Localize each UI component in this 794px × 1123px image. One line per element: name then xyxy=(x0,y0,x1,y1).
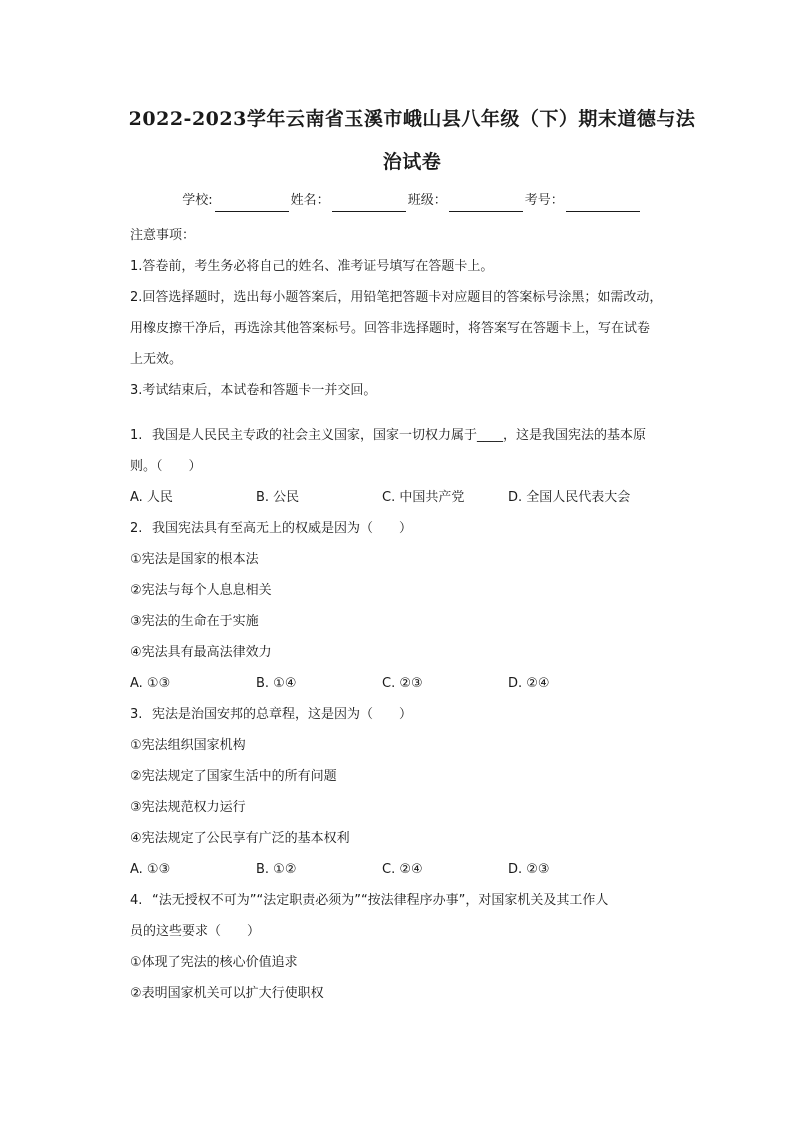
question-number: 2. xyxy=(130,521,143,536)
question-list xyxy=(130,420,694,1009)
name-blank-line xyxy=(332,196,406,212)
option-d[interactable]: D. 全国人民代表大会 xyxy=(508,490,631,505)
name-label: 姓名： xyxy=(290,193,330,208)
option-c[interactable]: C. 中国共产党 xyxy=(382,490,465,505)
statement-item: ③宪法的生命在于实施 xyxy=(130,614,259,629)
question-stem xyxy=(130,513,694,544)
statement-item: ①宪法是国家的根本法 xyxy=(130,552,259,567)
statement-item: ④宪法规定了公民享有广泛的基本权利 xyxy=(130,831,350,846)
class-blank-line xyxy=(449,196,523,212)
option-b[interactable]: B. 公民 xyxy=(256,490,300,505)
question-number: 3. xyxy=(130,707,143,722)
notice-item: 1.答卷前，考生务必将自己的姓名、准考证号填写在答题卡上。 xyxy=(130,259,494,274)
class-field xyxy=(408,190,525,212)
notice-item: 用橡皮擦干净后，再选涂其他答案标号。回答非选择题时，将答案写在答题卡上，写在试卷 xyxy=(130,321,651,336)
question-number: 4. xyxy=(130,893,143,908)
option-a[interactable]: A. ①③ xyxy=(130,862,171,877)
notice-item: 2.回答选择题时，选出每小题答案后，用铅笔把答题卡对应题目的答案标号涂黑；如需改动， xyxy=(130,290,663,305)
notice-heading: 注意事项： xyxy=(130,228,196,243)
question-text: 我国宪法具有至高无上的权威是因为（ ） xyxy=(152,521,413,536)
school-blank-line xyxy=(215,196,289,212)
notice-item: 上无效。 xyxy=(130,352,183,367)
question-stem-continued: 员的这些要求（ ） xyxy=(130,924,261,939)
option-b[interactable]: B. ①④ xyxy=(256,676,297,691)
statement-item: ④宪法具有最高法律效力 xyxy=(130,645,272,660)
name-field xyxy=(291,190,408,212)
statement-item: ①体现了宪法的核心价值追求 xyxy=(130,955,298,970)
option-b[interactable]: B. ①② xyxy=(256,862,297,877)
question-text: “法无授权不可为”“法定职责必须为”“按法律程序办事”，对国家机关及其工作人 xyxy=(152,893,609,908)
answer-options xyxy=(130,482,694,513)
statement-item: ③宪法规范权力运行 xyxy=(130,800,246,815)
question-stem-continued: 则。（ ） xyxy=(130,459,202,474)
statement-item: ②宪法规定了国家生活中的所有问题 xyxy=(130,769,337,784)
question-4 xyxy=(130,885,694,1009)
class-label: 班级： xyxy=(407,193,447,208)
option-a[interactable]: A. ①③ xyxy=(130,676,171,691)
question-text: 宪法是治国安邦的总章程，这是因为（ ） xyxy=(152,707,413,722)
notice-item: 3.考试结束后，本试卷和答题卡一并交回。 xyxy=(130,383,377,398)
option-d[interactable]: D. ②③ xyxy=(508,862,550,877)
notice-list xyxy=(130,251,694,406)
school-field xyxy=(182,190,290,212)
question-stem xyxy=(130,699,694,730)
statement-item: ②表明国家机关可以扩大行使职权 xyxy=(130,986,324,1001)
answer-options xyxy=(130,854,694,885)
option-c[interactable]: C. ②③ xyxy=(382,676,423,691)
exam-title-line-2: 治试卷 xyxy=(382,151,442,173)
question-stem xyxy=(130,420,694,451)
question-1 xyxy=(130,420,694,513)
exam-no-label: 考号： xyxy=(524,193,564,208)
statement-item: ②宪法与每个人息息相关 xyxy=(130,583,272,598)
exam-no-field xyxy=(525,190,642,212)
student-info-row xyxy=(130,190,694,212)
question-number: 1. xyxy=(130,428,143,443)
option-c[interactable]: C. ②④ xyxy=(382,862,423,877)
exam-title xyxy=(100,98,724,184)
option-a[interactable]: A. 人民 xyxy=(130,490,173,505)
question-text: 我国是人民民主专政的社会主义国家，国家一切权力属于____，这是我国宪法的基本原 xyxy=(152,428,647,443)
statement-item: ①宪法组织国家机构 xyxy=(130,738,246,753)
school-label: 学校: xyxy=(182,193,213,208)
question-stem xyxy=(130,885,694,916)
answer-options xyxy=(130,668,694,699)
exam-no-blank-line xyxy=(566,196,640,212)
question-3 xyxy=(130,699,694,885)
option-d[interactable]: D. ②④ xyxy=(508,676,550,691)
exam-title-line-1: 2022-2023学年云南省玉溪市峨山县八年级（下）期末道德与法 xyxy=(128,108,696,130)
question-2 xyxy=(130,513,694,699)
